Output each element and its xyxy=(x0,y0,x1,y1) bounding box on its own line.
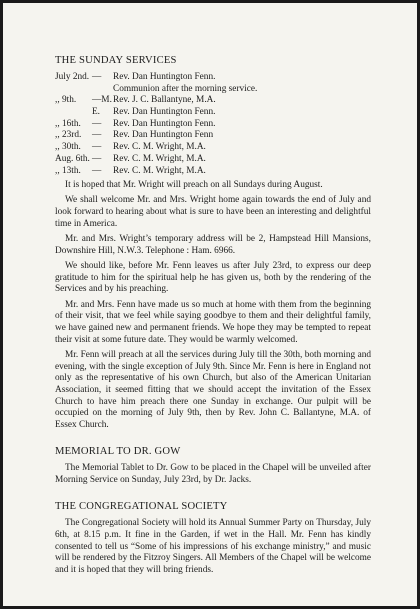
schedule-date: ,, 13th. xyxy=(55,165,81,176)
schedule-preacher: Rev. Dan Huntington Fenn. xyxy=(113,107,216,118)
newsletter-page xyxy=(3,3,417,606)
section-heading: MEMORIAL TO DR. GOW xyxy=(55,446,181,458)
schedule-preacher: Rev. C. M. Wright, M.A. xyxy=(113,142,206,153)
page-content xyxy=(55,55,371,580)
schedule-slot xyxy=(92,84,113,96)
schedule-row xyxy=(55,130,371,142)
schedule-date: ,, 16th. xyxy=(55,118,81,129)
congregational-society-section xyxy=(55,501,371,577)
schedule-preacher: Rev. J. C. Ballantyne, M.A. xyxy=(113,95,216,106)
body-paragraph: We shall welcome Mr. and Mrs. Wright home again towards the end of July and look forward to hearing about what is sure to have been an interesting and delightful time in America. xyxy=(55,195,371,229)
schedule-date: ,, 9th. xyxy=(55,95,77,106)
schedule-date: ,, 30th. xyxy=(55,142,81,153)
body-paragraph: The Congregational Society will hold its Annual Summer Party on Thursday, July 6th, at 8.15 p.m. It fine in the Garden, if wet in the Hall. Mr. Fenn has kindly consented to tell us “Some of his impressions of his exchange ministry,” and music will be rendered by the Fitzroy Singers. All Members of the Chapel will be welcome and it is hoped that they will bring friends. xyxy=(55,518,371,575)
schedule-row xyxy=(55,154,371,166)
schedule-row xyxy=(55,72,371,84)
schedule-slot: — xyxy=(92,72,102,82)
schedule-preacher: Communion after the morning service. xyxy=(113,83,258,94)
schedule-slot: — xyxy=(92,153,102,164)
schedule-slot: — xyxy=(92,142,102,153)
schedule-row xyxy=(55,166,371,178)
body-paragraph: Mr. and Mrs. Fenn have made us so much at home with them from the beginning of their visit, that we feel while saying goodbye to them and their delightful family, we have gained new and permanent friends. We hope they may be tempted to repeat their visit at some future date. They would be warmly welcomed. xyxy=(55,299,371,345)
section-heading: THE CONGREGATIONAL SOCIETY xyxy=(55,501,228,513)
body-paragraph: The Memorial Tablet to Dr. Gow to be placed in the Chapel will be unveiled after Morning Service on Sunday, July 23rd, by Dr. Jacks. xyxy=(55,463,371,485)
schedule-row xyxy=(55,84,371,96)
memorial-section xyxy=(55,446,371,486)
section-heading: THE SUNDAY SERVICES xyxy=(55,55,177,66)
schedule-slot: — xyxy=(92,118,102,129)
schedule-date: ,, 23rd. xyxy=(55,130,82,141)
schedule-row xyxy=(55,142,371,154)
schedule-row xyxy=(55,95,371,107)
schedule-row xyxy=(55,119,371,131)
body-paragraph: It is hoped that Mr. Wright will preach on all Sundays during August. xyxy=(65,180,323,191)
body-paragraph: We should like, before Mr. Fenn leaves us after July 23rd, to express our deep gratitude to him for the spiritual help he has given us, both by the rendering of the Services and by his preaching. xyxy=(55,260,371,295)
schedule-slot: E. xyxy=(92,107,101,118)
schedule-preacher: Rev. C. M. Wright, M.A. xyxy=(113,153,206,164)
schedule-preacher: Rev. Dan Huntington Fenn. xyxy=(113,118,216,129)
schedule-row xyxy=(55,107,371,119)
schedule-date: Aug. 6th. xyxy=(55,153,90,164)
schedule-preacher: Rev. Dan Huntington Fenn xyxy=(113,130,214,141)
schedule-slot: — xyxy=(92,165,102,176)
schedule-preacher: Rev. C. M. Wright, M.A. xyxy=(113,165,206,176)
schedule-date xyxy=(55,107,92,119)
body-paragraph: Mr. Fenn will preach at all the services during July till the 30th, both morning and evening, with the single exception of July 9th. Since Mr. Fenn is here in England not only as the representative of his own Church, but also of the American Unitarian Association, it seemed fitting that we should accept the invitation of the Essex Church to have him preach there one Sunday in exchange. Our pulpit will be occupied on the morning of July 9th, then by Rev. John C. Ballantyne, M.A. of Essex Church. xyxy=(55,349,371,431)
schedule-slot: —M. xyxy=(92,95,112,106)
sunday-services-section xyxy=(55,55,371,432)
schedule-preacher: Rev. Dan Huntington Fenn. xyxy=(113,72,216,82)
schedule-date xyxy=(55,84,92,96)
schedule-slot: — xyxy=(92,130,102,141)
section-spacer xyxy=(55,435,371,446)
section-spacer xyxy=(55,490,371,501)
body-paragraph: Mr. and Mrs. Wright’s temporary address will be 2, Hampstead Hill Mansions, Downshire Hill, N.W.3. Telephone : Ham. 6966. xyxy=(55,234,371,256)
service-schedule xyxy=(55,72,371,177)
schedule-date: July 2nd. xyxy=(55,72,90,82)
